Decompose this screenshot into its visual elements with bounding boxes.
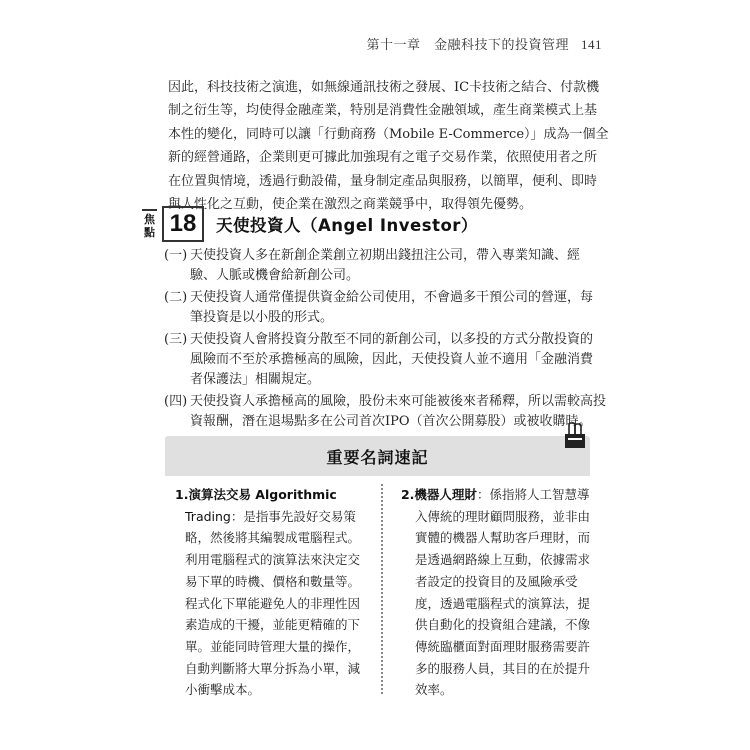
section-number-box: 18 bbox=[162, 206, 204, 242]
list-item bbox=[164, 392, 607, 432]
running-header bbox=[366, 34, 602, 53]
definition-line: 度，透過電腦程式的演算法，提 bbox=[414, 595, 590, 611]
list-item bbox=[164, 288, 594, 328]
focus-tag: 焦點 bbox=[142, 209, 157, 239]
definition-line: 小衝擊成本。 bbox=[185, 682, 261, 698]
section-heading bbox=[142, 206, 478, 242]
definition-line: 供自動化的投資組合建議，不像 bbox=[414, 617, 590, 633]
page-number: 141 bbox=[581, 37, 602, 52]
definition-line: 易下單的時機、價格和數量等。 bbox=[185, 573, 361, 589]
list-item bbox=[164, 246, 594, 286]
point-line: 筆投資是以小股的形式。 bbox=[190, 310, 334, 325]
definition-line: 略，然後將其編製成電腦程式。 bbox=[185, 530, 361, 546]
point-marker: (二) bbox=[164, 290, 188, 305]
definition-line: 是透過網路線上互動，依據需求 bbox=[414, 552, 590, 568]
term-label: 2.機器人理財 bbox=[400, 487, 477, 502]
glossary-term-algorithmic-trading bbox=[165, 484, 377, 701]
point-line: 天使投資人通常僅提供資金給公司使用，不會過多干預公司的營運，每 bbox=[190, 290, 594, 305]
definition-line: 傳統臨櫃面對面理財服務需要許 bbox=[414, 638, 590, 654]
definition-line: ：是指事先設好交易策 bbox=[230, 508, 356, 524]
definition-line: 自動判斷將大單分拆為小單，減 bbox=[185, 660, 361, 676]
intro-line: 在位置與情境，透過行動設備，量身制定產品與服務，以簡單，便利、即時 bbox=[168, 173, 598, 189]
point-line: 驗、人脈或機會給新創公司。 bbox=[190, 268, 360, 283]
point-line: 天使投資人多在新創企業創立初期出錢扭注公司，帶入專業知識、經 bbox=[190, 248, 581, 263]
list-item bbox=[164, 330, 594, 390]
intro-line: 本性的變化，同時可以讓「行動商務（Mobile E-Commerce）」成為一個全 bbox=[168, 126, 609, 142]
intro-line: 新的經營通路，企業則更可據此加強現有之電子交易作業，依照使用者之所 bbox=[168, 150, 598, 166]
definition-line: ：係指將人工智慧導 bbox=[476, 487, 590, 502]
definition-line: 效率。 bbox=[414, 682, 453, 698]
definition-line: 單。並能同時管理大量的操作， bbox=[185, 638, 361, 654]
definition-line: 多的服務人員，其目的在於提升 bbox=[414, 660, 590, 676]
intro-line: 與人性化之互動，使企業在激烈之商業競爭中，取得領先優勢。 bbox=[168, 197, 533, 213]
point-line: 天使投資人會將投資分散至不同的新創公司，以多投的方式分散投資的 bbox=[190, 332, 594, 347]
binder-clip-icon bbox=[562, 422, 588, 450]
term-label-continued: Trading bbox=[185, 508, 231, 524]
point-marker: (四) bbox=[164, 394, 188, 409]
glossary-term-robo-advisor bbox=[387, 484, 590, 701]
definition-line: 利用電腦程式的演算法來決定交 bbox=[185, 552, 361, 568]
chapter-title: 第十一章 金融科技下的投資管理 bbox=[366, 38, 569, 53]
definition-line: 素造成的干擾，並能更精確的下 bbox=[185, 617, 361, 633]
point-marker: (三) bbox=[164, 332, 188, 347]
section-title: 天使投資人（Angel Investor） bbox=[216, 216, 478, 235]
definition-line: 實體的機器人幫助客戶理財，而 bbox=[414, 530, 590, 546]
glossary-title: 重要名詞速記 bbox=[165, 436, 590, 476]
point-line: 天使投資人承擔極高的風險，股份未來可能被後來者稀釋，所以需較高投 bbox=[190, 394, 607, 409]
definition-line: 入傳統的理財顧問服務，並非由 bbox=[414, 508, 590, 524]
point-line: 資報酬，潛在退場點多在公司首次IPO（首次公開募股）或被收購時。 bbox=[190, 414, 592, 429]
intro-line: 因此，科技技術之演進，如無線通訊技術之發展、IC卡技術之結合、付款機 bbox=[168, 80, 600, 95]
point-line: 者保護法」相關規定。 bbox=[190, 372, 321, 387]
point-marker: (一) bbox=[164, 248, 188, 263]
column-divider bbox=[381, 484, 383, 694]
definition-line: 者設定的投資目的及風險承受 bbox=[414, 573, 578, 589]
intro-paragraph bbox=[168, 76, 609, 216]
definition-line: 程式化下單能避免人的非理性因 bbox=[185, 595, 361, 611]
intro-line: 制之衍生等，均使得金融產業，特別是消費性金融領域，產生商業模式上基 bbox=[168, 103, 598, 119]
term-label: 1.演算法交易 Algorithmic bbox=[175, 487, 337, 502]
point-line: 風險而不至於承擔極高的風險，因此，天使投資人並不適用「金融消費 bbox=[190, 352, 594, 367]
glossary-box bbox=[165, 436, 590, 698]
point-list bbox=[164, 246, 607, 434]
